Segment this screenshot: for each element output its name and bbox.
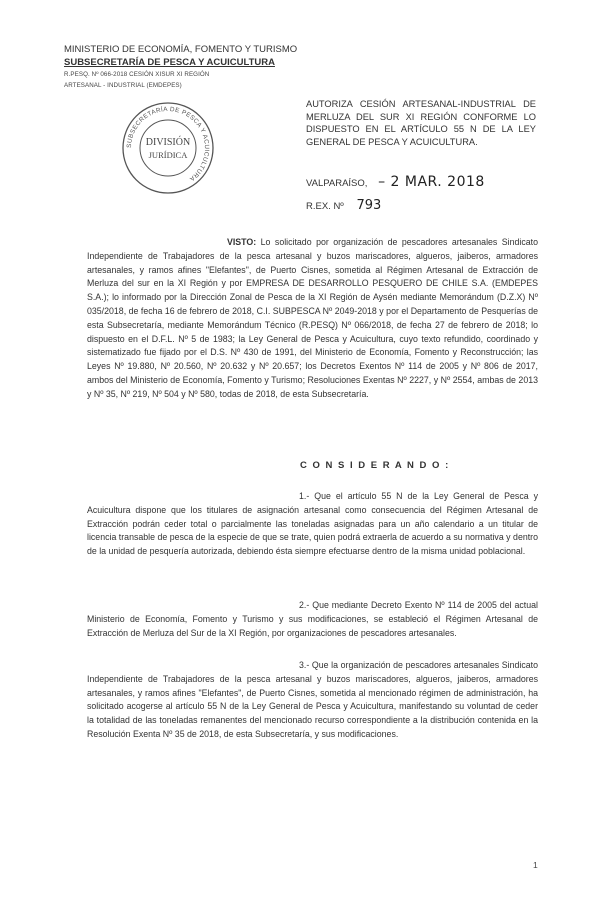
juridica-stamp: [120, 100, 216, 196]
considerando-heading: C O N S I D E R A N D O :: [300, 460, 450, 471]
resolution-title: AUTORIZA CESIÓN ARTESANAL-INDUSTRIAL DE MERLUZA DEL SUR XI REGIÓN CONFORME LO DISPUESTO EN EL ARTÍCULO 55 N DE LA LEY GENERAL DE PESCA Y ACUICULTURA.: [306, 99, 536, 147]
resolution-number: 793: [356, 198, 382, 213]
visto-text: Lo solicitado por organización de pescadores artesanales Sindicato Independiente de Trabajadores de la pesca artesanal y buzos mariscadores, algueros, jaiberos, armadores artesanales, y ramos afines "Elefantes", de Puerto Cisnes, sometida al Régimen Artesanal de Extracción de Merluza del sur en la XI Región y por EMPRESA DE DESARROLLO PESQUERO DE CHILE S.A. (EMDEPES S.A.); lo informado por la Dirección Zonal de Pesca de la XI Región de Aysén mediante Memorándum (D.Z.X) Nº 035/2018, de fecha 16 de febrero de 2018, C.I. SUBPESCA Nº 2049-2018 y por el Departamento de Pesquerías de esta Subsecretaría, mediante Memorándum Técnico (R.PESQ) Nº 066/2018, de fecha 27 de febrero de 2018; lo dispuesto en el D.F.L. Nº 5 de 1983; la Ley General de Pesca y Acuicultura, cuyo texto refundido, coordinado y sistematizado fue fijado por el D.S. Nº 430 de 1991, del Ministerio de Economía, Fomento y Reconstrucción; las Leyes Nº 19.880, Nº 20.560, Nº 20.632 y Nº 20.657; los Decretos Exentos Nº 114 de 2005 y Nº 806 de 2017, ambos del Ministerio de Economía, Fomento y Turismo; Resoluciones Exentas Nº 2227, y Nº 2554, ambas de 2013 y Nº 35, Nº 219, Nº 504 y Nº 580, todas de 2018, de esta Subsecretaría.: [87, 237, 538, 399]
considerando-text-3: 3.- Que la organización de pescadores artesanales Sindicato Independiente de Trabajadores de la pesca artesanal y buzos mariscadores, algueros, jaiberos, armadores artesanales, y ramos afines "Elefantes", de Puerto Cisnes, sometida al mencionado régimen de administración, ha solicitado acogerse al artículo 55 N de la Ley General de Pesca y Acuicultura, manifestando su voluntad de ceder la totalidad de las toneladas remanentes del mencionado recurso correspondiente a la distribución contenida en la Resolución Exenta Nº 35 de 2018, de esta Subsecretaría, y sus modificaciones.: [87, 660, 538, 739]
place-name: VALPARAÍSO,: [306, 178, 368, 189]
reference-line-2: ARTESANAL - INDUSTRIAL (EMDEPES): [64, 82, 182, 89]
stamp-center-line-2: JURÍDICA: [148, 150, 188, 160]
subsecretaria-name: SUBSECRETARÍA DE PESCA Y ACUICULTURA: [64, 57, 275, 68]
considerando-text-1: 1.- Que el artículo 55 N de la Ley General de Pesca y Acuicultura dispone que los titulares de asignación artesanal como consecuencia del Régimen Artesanal de Extracción podrán ceder total o parcialmente las toneladas asignadas para un año calendario a un titular de licencia transable de pesca de la especie de que se trate, quien podrá extraerla de acuerdo a su normativa y dentro de la unidad de pesquería autorizada, debiendo ésta siempre efectuarse dentro de la misma unidad poblacional.: [87, 491, 538, 557]
page-number: 1: [533, 860, 538, 870]
considerando-item: [87, 490, 538, 559]
place-date-line: [306, 174, 485, 190]
resolution-label: R.EX. Nº: [306, 201, 344, 212]
ministry-name: MINISTERIO DE ECONOMÍA, FOMENTO Y TURISMO: [64, 44, 298, 55]
considerando-item: [87, 659, 538, 742]
stamp-center-line-1: DIVISIÓN: [145, 137, 191, 148]
reference-line-1: R.PESQ. Nº 066-2018 CESIÓN XISUR XI REGIÓN: [64, 71, 210, 78]
considerando-text-2: 2.- Que mediante Decreto Exento Nº 114 de 2005 del actual Ministerio de Economía, Fomento y Turismo y sus modificaciones, se estableció el Régimen Artesanal de Extracción de Merluza del Sur de la XI Región, por organizaciones de pescadores artesanales.: [87, 600, 538, 638]
stamped-date: – 2 MAR. 2018: [378, 174, 485, 190]
considerando-item: [87, 599, 538, 640]
stamp-ring-text: SUBSECRETARÍA DE PESCA Y ACUICULTURA: [125, 105, 211, 183]
visto-label: VISTO:: [227, 237, 257, 247]
resolution-number-line: [306, 198, 381, 213]
visto-paragraph: [87, 236, 538, 402]
stamp-seal-icon: [120, 100, 216, 196]
